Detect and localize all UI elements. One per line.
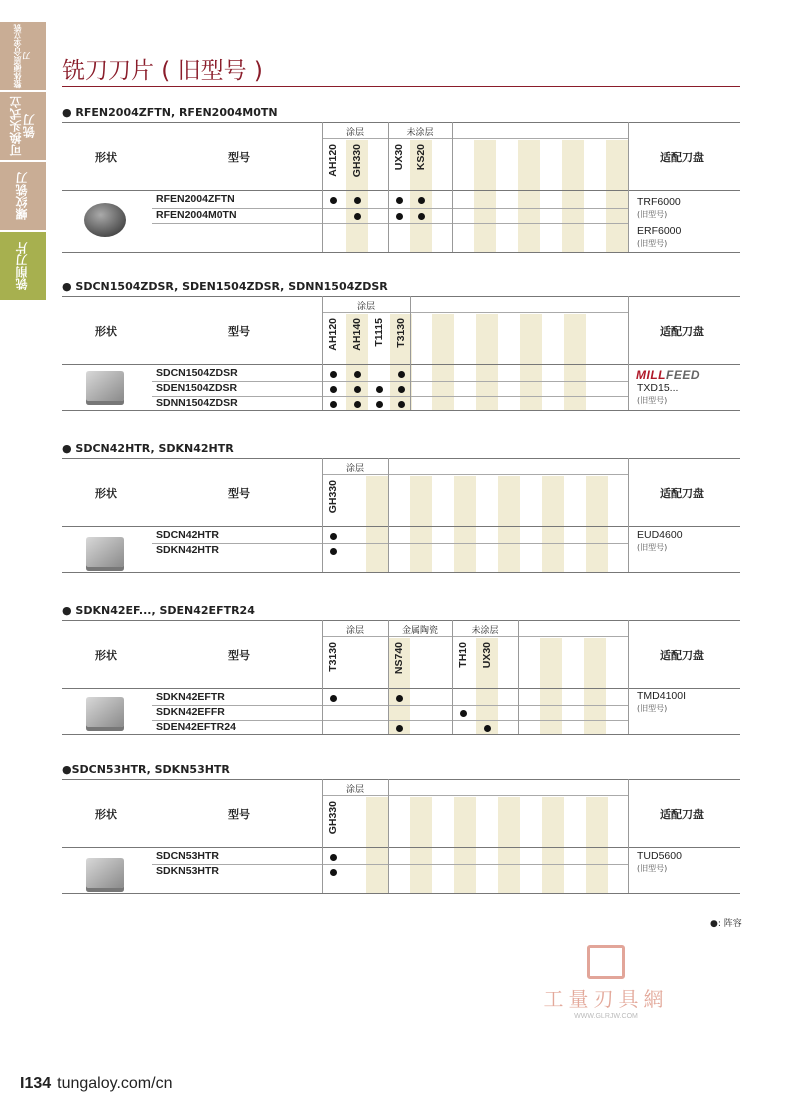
- grade-name: GH330: [351, 144, 363, 178]
- row-divider: [152, 543, 628, 544]
- header-bottom-line: [62, 190, 740, 191]
- header-bottom-line: [62, 688, 740, 689]
- shape-header: 形状: [95, 808, 117, 821]
- column-border: [628, 620, 629, 734]
- availability-dot: [376, 386, 383, 393]
- grade-column-shade: [474, 140, 496, 252]
- availability-dot: [460, 710, 467, 717]
- group-line: [322, 636, 628, 637]
- holder-header: 适配刀盘: [660, 325, 704, 338]
- grade-group-label: 未涂层: [406, 128, 434, 138]
- footer: [20, 1075, 172, 1093]
- shape-header: 形状: [95, 487, 117, 500]
- model-header: 型号: [228, 325, 250, 338]
- model-number: RFEN2004M0TN: [156, 209, 237, 221]
- grade-column-shade: [606, 140, 628, 252]
- row-divider: [152, 864, 628, 865]
- watermark-logo-icon: [587, 945, 625, 979]
- insert-image-icon: [80, 534, 130, 578]
- side-tab-label: 铣削刀片: [15, 242, 30, 290]
- insert-image-icon: [80, 855, 130, 899]
- availability-dot: [418, 197, 425, 204]
- header-bottom-line: [62, 526, 740, 527]
- section-title: ● SDCN42HTR, SDKN42HTR: [62, 442, 234, 455]
- section-title: ● SDCN1504ZDSR, SDEN1504ZDSR, SDNN1504ZDSR: [62, 280, 388, 293]
- availability-dot: [376, 401, 383, 408]
- model-header: 型号: [228, 649, 250, 662]
- shape-header: 形状: [95, 325, 117, 338]
- page-title: 铣刀刀片 ( 旧型号 ): [62, 58, 263, 84]
- availability-dot: [330, 854, 337, 861]
- availability-dot: [330, 695, 337, 702]
- group-border: [388, 620, 389, 734]
- holder-name: EUD4600: [637, 529, 683, 541]
- grade-column-shade: [410, 797, 432, 893]
- grade-column-shade: [586, 476, 608, 572]
- side-tab-label: 可换头式立铣刀: [8, 96, 36, 156]
- watermark-url: WWW.GLRJW.COM: [574, 1013, 638, 1020]
- model-header: 型号: [228, 487, 250, 500]
- column-border: [322, 620, 323, 734]
- holder-note: (旧型号): [637, 210, 668, 219]
- availability-dot: [396, 695, 403, 702]
- availability-dot: [330, 533, 337, 540]
- group-border: [452, 620, 453, 734]
- grade-name: UX30: [481, 642, 493, 669]
- grade-name: T3130: [327, 642, 339, 672]
- model-number: RFEN2004ZFTN: [156, 193, 235, 205]
- grade-column-shade: [518, 140, 540, 252]
- model-number: SDEN42EFTR24: [156, 721, 236, 733]
- model-number: SDNN1504ZDSR: [156, 397, 238, 409]
- model-header: 型号: [228, 808, 250, 821]
- header-bottom-line: [62, 364, 740, 365]
- grade-column-shade: [586, 797, 608, 893]
- model-number: SDKN42HTR: [156, 544, 220, 556]
- header-bottom-line: [62, 847, 740, 848]
- holder-note: (旧型号): [637, 543, 668, 552]
- holder-header: 适配刀盘: [660, 649, 704, 662]
- grade-name: AH120: [327, 144, 339, 177]
- grade-name: GH330: [327, 801, 339, 835]
- holder-note: (旧型号): [637, 239, 668, 248]
- availability-dot: [354, 213, 361, 220]
- grade-name: T1115: [373, 318, 385, 347]
- section-title: ● RFEN2004ZFTN, RFEN2004M0TN: [62, 106, 278, 119]
- grade-column-shade: [542, 797, 564, 893]
- group-border: [410, 296, 411, 410]
- table-top-line: [62, 458, 740, 459]
- column-border: [628, 122, 629, 252]
- grade-column-shade: [366, 797, 388, 893]
- group-border: [452, 122, 453, 252]
- side-tab-3[interactable]: [0, 232, 46, 300]
- grade-group-label: 金属陶瓷: [401, 626, 438, 636]
- availability-dot: [354, 401, 361, 408]
- model-number: SDEN1504ZDSR: [156, 382, 238, 394]
- availability-dot: [354, 197, 361, 204]
- holder-name: TMD4100I: [637, 690, 687, 702]
- title-divider: [62, 86, 740, 87]
- availability-dot: [330, 869, 337, 876]
- group-border: [388, 122, 389, 252]
- grade-column-shade: [498, 797, 520, 893]
- holder-note: (旧型号): [637, 704, 668, 713]
- group-line: [322, 795, 628, 796]
- group-line: [322, 138, 628, 139]
- millfeed-logo-part1: MILL: [636, 368, 666, 382]
- table-top-line: [62, 779, 740, 780]
- model-number: SDKN42EFTR: [156, 691, 225, 703]
- millfeed-logo-part2: FEED: [666, 368, 701, 382]
- group-border: [518, 620, 519, 734]
- shape-header: 形状: [95, 649, 117, 662]
- table-bottom-line: [62, 734, 740, 735]
- side-tabs: [0, 22, 46, 302]
- column-border: [322, 458, 323, 572]
- availability-dot: [330, 386, 337, 393]
- legend: ●: 阵容: [710, 919, 742, 929]
- watermark-text: 工量刃具網: [543, 987, 669, 1011]
- grade-group-label: 涂层: [345, 128, 364, 138]
- availability-dot: [354, 371, 361, 378]
- grade-name: AH140: [351, 318, 363, 351]
- grade-group-label: 涂层: [345, 626, 364, 636]
- table-bottom-line: [62, 572, 740, 573]
- grade-name: TH10: [457, 642, 469, 668]
- column-border: [322, 122, 323, 252]
- millfeed-logo: [636, 368, 700, 382]
- availability-dot: [418, 213, 425, 220]
- grade-group-label: 涂层: [345, 785, 364, 795]
- footer-site: tungaloy.com/cn: [57, 1075, 173, 1092]
- availability-dot: [330, 401, 337, 408]
- availability-dot: [354, 386, 361, 393]
- column-border: [628, 779, 629, 893]
- side-tab-2[interactable]: [0, 162, 46, 230]
- availability-dot: [330, 371, 337, 378]
- section-title: ● SDKN42EF..., SDEN42EFTR24: [62, 604, 255, 617]
- model-number: SDCN53HTR: [156, 850, 220, 862]
- watermark: [536, 945, 676, 1020]
- grade-name: GH330: [327, 480, 339, 514]
- grade-name: T3130: [395, 318, 407, 348]
- availability-dot: [396, 197, 403, 204]
- group-border: [388, 779, 389, 893]
- column-border: [628, 296, 629, 410]
- shape-header: 形状: [95, 151, 117, 164]
- holder-header: 适配刀盘: [660, 808, 704, 821]
- model-number: SDCN1504ZDSR: [156, 367, 238, 379]
- side-tab-1[interactable]: [0, 92, 46, 160]
- model-number: SDKN42EFFR: [156, 706, 225, 718]
- column-border: [322, 296, 323, 410]
- grade-column-shade: [366, 476, 388, 572]
- availability-dot: [398, 371, 405, 378]
- insert-image-icon: [80, 200, 130, 244]
- availability-dot: [396, 725, 403, 732]
- availability-dot: [330, 548, 337, 555]
- grade-column-shade: [454, 797, 476, 893]
- availability-dot: [398, 401, 405, 408]
- group-line: [322, 312, 628, 313]
- holder-note: (旧型号): [637, 396, 668, 405]
- holder-name: TXD15...: [637, 382, 679, 394]
- grade-name: KS20: [415, 144, 427, 171]
- holder-name: TRF6000: [637, 196, 681, 208]
- availability-dot: [398, 386, 405, 393]
- table-top-line: [62, 296, 740, 297]
- column-border: [322, 779, 323, 893]
- holder-name: ERF6000: [637, 225, 682, 237]
- row-divider: [152, 223, 628, 224]
- grade-column-shade: [542, 476, 564, 572]
- grade-name: NS740: [393, 642, 405, 675]
- availability-dot: [484, 725, 491, 732]
- availability-dot: [396, 213, 403, 220]
- grade-column-shade: [410, 476, 432, 572]
- side-tab-label: 整体硬质合金立铣刀: [13, 24, 31, 88]
- grade-column-shade: [562, 140, 584, 252]
- side-tab-label: 螺纹铣刀: [15, 172, 30, 220]
- table-top-line: [62, 122, 740, 123]
- grade-name: AH120: [327, 318, 339, 351]
- availability-dot: [330, 197, 337, 204]
- grade-group-label: 未涂层: [471, 626, 499, 636]
- column-border: [628, 458, 629, 572]
- table-top-line: [62, 620, 740, 621]
- model-number: SDCN42HTR: [156, 529, 220, 541]
- page-number: I134: [20, 1075, 52, 1092]
- holder-note: (旧型号): [637, 864, 668, 873]
- grade-column-shade: [498, 476, 520, 572]
- holder-header: 适配刀盘: [660, 487, 704, 500]
- holder-header: 适配刀盘: [660, 151, 704, 164]
- group-border: [388, 458, 389, 572]
- grade-group-label: 涂层: [356, 302, 375, 312]
- holder-name: TUD5600: [637, 850, 682, 862]
- grade-column-shade: [454, 476, 476, 572]
- grade-group-label: 涂层: [345, 464, 364, 474]
- table-bottom-line: [62, 410, 740, 411]
- table-bottom-line: [62, 893, 740, 894]
- table-bottom-line: [62, 252, 740, 253]
- section-title: ●SDCN53HTR, SDKN53HTR: [62, 763, 230, 776]
- side-tab-0[interactable]: [0, 22, 46, 90]
- model-header: 型号: [228, 151, 250, 164]
- model-number: SDKN53HTR: [156, 865, 220, 877]
- group-line: [322, 474, 628, 475]
- insert-image-icon: [80, 694, 130, 738]
- insert-image-icon: [80, 368, 130, 412]
- grade-name: UX30: [393, 144, 405, 171]
